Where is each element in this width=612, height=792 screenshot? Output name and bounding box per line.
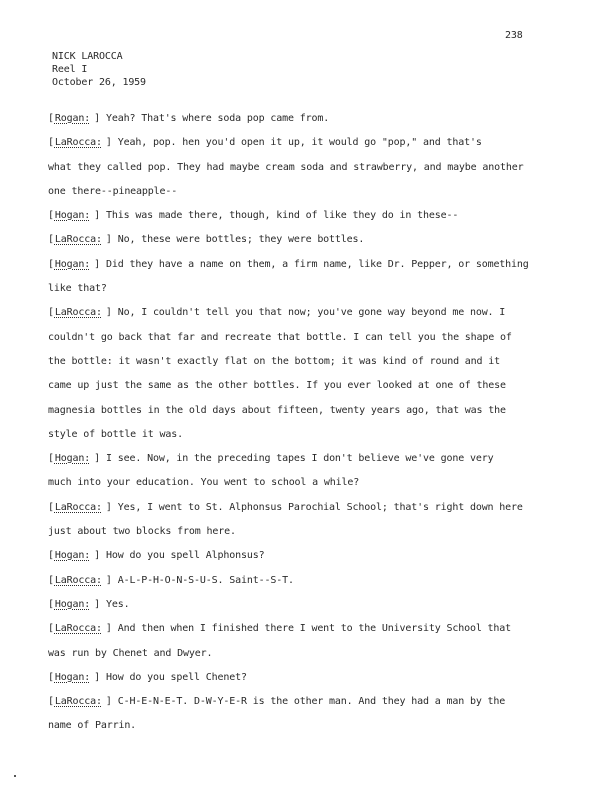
transcript-line [48, 719, 548, 743]
line-text: just about two blocks from here. [48, 526, 236, 538]
speaker-name: LaRocca: [54, 501, 102, 513]
line-text: And then when I finished there I went to the University School that [117, 623, 512, 635]
transcript-line [48, 598, 548, 622]
speaker-name: LaRocca: [54, 623, 102, 635]
transcript-line [48, 233, 548, 257]
transcript-line [48, 258, 548, 282]
speaker-label [48, 574, 112, 588]
speaker-label [48, 306, 112, 320]
transcript-line [48, 622, 548, 646]
transcript-line [48, 671, 548, 695]
transcript-body [48, 112, 548, 744]
line-text: like that? [48, 283, 107, 295]
interviewee-name: NICK LAROCCA [52, 51, 123, 62]
interview-date: October 26, 1959 [52, 77, 146, 88]
line-text: what they called pop. They had maybe cream soda and strawberry, and maybe another [48, 161, 524, 173]
speaker-label [48, 501, 112, 515]
speaker-label [48, 622, 112, 636]
speaker-name: Hogan: [54, 210, 91, 222]
line-text: No, I couldn't tell you that now; you've gone way beyond me now. I [117, 307, 506, 319]
speaker-name: Hogan: [54, 258, 91, 270]
speaker-label [48, 598, 100, 612]
line-text: was run by Chenet and Dwyer. [48, 647, 213, 659]
line-text: came up just the same as the other bottles. If you ever looked at one of these [48, 380, 506, 392]
line-text: Did they have a name on them, a firm name, like Dr. Pepper, or something [105, 258, 529, 270]
page-number: 238 [505, 30, 523, 41]
transcript-line [48, 136, 548, 160]
line-text: Yeah? That's where soda pop came from. [105, 113, 330, 124]
line-text: C-H-E-N-E-T. D-W-Y-E-R is the other man. And they had a man by the [117, 696, 506, 708]
speaker-name: Hogan: [54, 453, 91, 465]
speaker-name: LaRocca: [54, 574, 102, 586]
transcript-line [48, 574, 548, 598]
transcript-line [48, 476, 548, 500]
line-text: Yeah, pop. hen you'd open it up, it would go "pop," and that's [117, 137, 482, 149]
transcript-line [48, 331, 548, 355]
speaker-label [48, 209, 100, 223]
transcript-line [48, 525, 548, 549]
line-text: Yes, I went to St. Alphonsus Parochial School; that's right down here [117, 501, 523, 513]
line-text: How do you spell Alphonsus? [105, 550, 265, 562]
line-text: magnesia bottles in the old days about fifteen, twenty years ago, that was the [48, 404, 506, 416]
speaker-label [48, 671, 100, 685]
speaker-name: LaRocca: [54, 696, 102, 708]
speaker-label [48, 258, 100, 272]
speaker-label [48, 549, 100, 563]
line-text: the bottle: it wasn't exactly flat on the bottom; it was kind of round and it [48, 355, 501, 367]
transcript-line [48, 185, 548, 209]
transcript-line [48, 379, 548, 403]
reel-label: Reel I [52, 64, 88, 75]
speaker-label [48, 452, 100, 466]
speaker-label [48, 233, 112, 247]
speaker-name: LaRocca: [54, 307, 102, 319]
line-text: name of Parrin. [48, 720, 137, 732]
speaker-name: LaRocca: [54, 234, 102, 246]
line-text: couldn't go back that far and recreate that bottle. I can tell you the shape of [48, 331, 512, 343]
line-text: I see. Now, in the preceding tapes I don't believe we've gone very [105, 453, 494, 465]
transcript-line [48, 428, 548, 452]
speaker-label [48, 136, 112, 150]
speaker-name: Hogan: [54, 550, 91, 562]
line-text: style of bottle it was. [48, 428, 184, 440]
transcript-line [48, 695, 548, 719]
transcript-line [48, 501, 548, 525]
line-text: No, these were bottles; they were bottles. [117, 234, 365, 246]
line-text: A-L-P-H-O-N-S-U-S. Saint--S-T. [117, 574, 294, 586]
line-text: one there--pineapple-- [48, 185, 178, 197]
line-text: much into your education. You went to school a while? [48, 477, 360, 489]
speaker-name: Hogan: [54, 598, 91, 610]
transcript-line [48, 112, 548, 136]
speaker-name: Hogan: [54, 671, 91, 683]
transcript-header [52, 50, 146, 89]
line-text: This was made there, though, kind of like they do in these-- [105, 210, 459, 222]
transcript-line [48, 549, 548, 573]
transcript-line [48, 282, 548, 306]
speaker-name: LaRocca: [54, 137, 102, 149]
transcript-line [48, 355, 548, 379]
transcript-line [48, 209, 548, 233]
transcript-line [48, 404, 548, 428]
line-text: How do you spell Chenet? [105, 671, 247, 683]
transcript-line [48, 452, 548, 476]
transcript-line [48, 161, 548, 185]
transcript-line [48, 647, 548, 671]
speaker-label [48, 112, 100, 126]
transcript-line [48, 306, 548, 330]
speaker-label [48, 695, 112, 709]
speaker-name: Rogan: [54, 113, 91, 124]
line-text: Yes. [105, 598, 130, 610]
margin-mark [14, 775, 16, 777]
